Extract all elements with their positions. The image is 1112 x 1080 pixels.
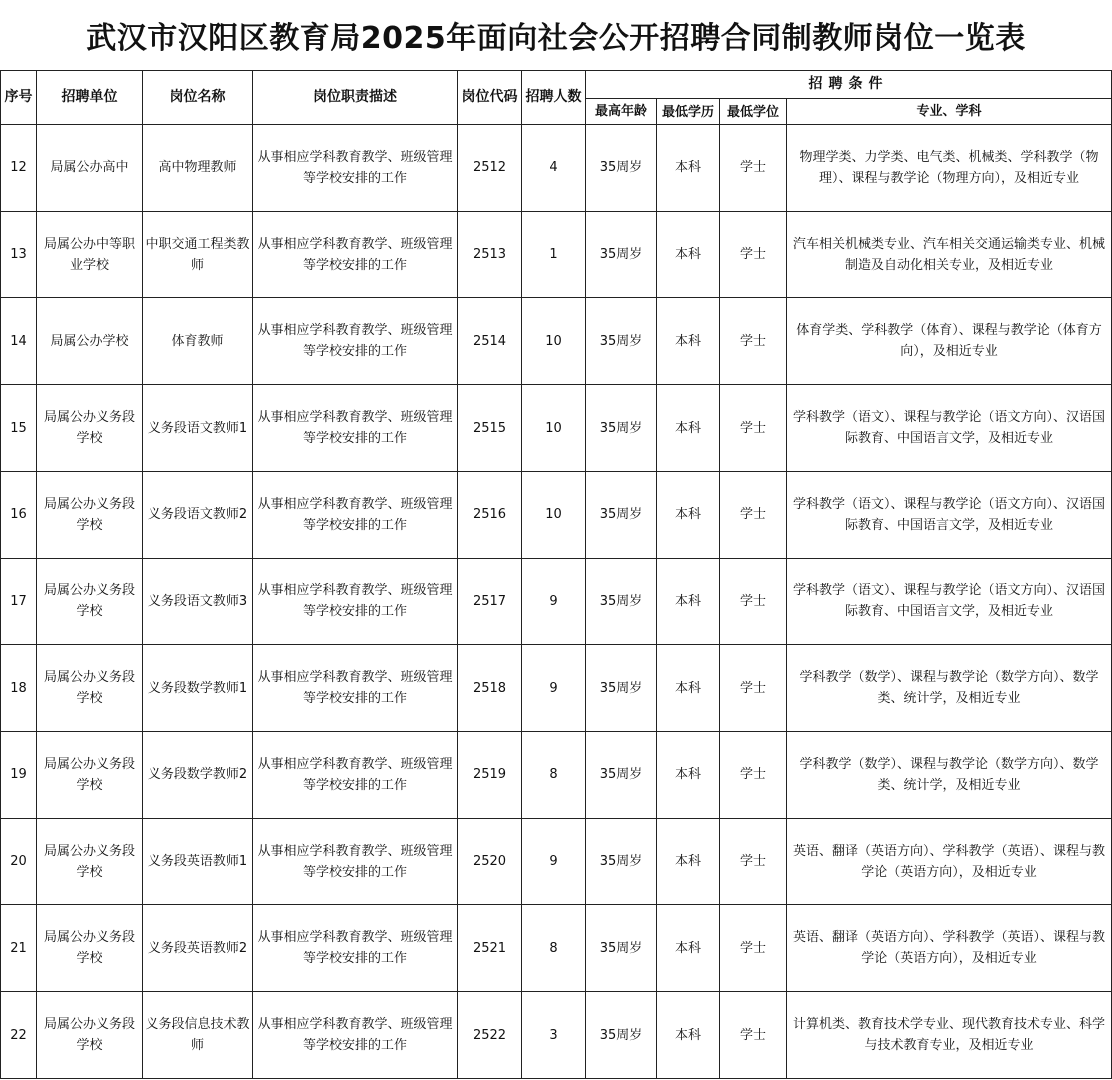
cell-min-education: 本科 — [657, 645, 720, 732]
cell-min-degree: 学士 — [720, 125, 787, 212]
cell-position: 义务段信息技术教师 — [143, 992, 253, 1079]
cell-max-age: 35周岁 — [586, 905, 657, 992]
cell-duty: 从事相应学科教育教学、班级管理等学校安排的工作 — [253, 298, 458, 385]
cell-major: 物理学类、力学类、电气类、机械类、学科教学（物理）、课程与教学论（物理方向），及相近专业 — [787, 125, 1112, 212]
cell-count: 9 — [522, 818, 586, 905]
cell-duty: 从事相应学科教育教学、班级管理等学校安排的工作 — [253, 645, 458, 732]
cell-seq: 15 — [1, 385, 37, 472]
cell-duty: 从事相应学科教育教学、班级管理等学校安排的工作 — [253, 558, 458, 645]
cell-max-age: 35周岁 — [586, 558, 657, 645]
header-min-education-text: 最低学历 — [661, 105, 714, 119]
cell-min-education: 本科 — [657, 211, 720, 298]
cell-min-degree: 学士 — [720, 992, 787, 1079]
cell-unit: 局属公办义务段学校 — [37, 385, 143, 472]
cell-position: 义务段语文教师1 — [143, 385, 253, 472]
cell-position: 义务段语文教师2 — [143, 471, 253, 558]
header-count: 招聘人数 — [522, 71, 586, 125]
cell-unit: 局属公办义务段学校 — [37, 992, 143, 1079]
cell-unit: 局属公办高中 — [37, 125, 143, 212]
cell-duty: 从事相应学科教育教学、班级管理等学校安排的工作 — [253, 992, 458, 1079]
cell-min-degree: 学士 — [720, 732, 787, 819]
cell-min-education: 本科 — [657, 298, 720, 385]
cell-position: 中职交通工程类教师 — [143, 211, 253, 298]
cell-position: 义务段数学教师2 — [143, 732, 253, 819]
cell-count: 9 — [522, 645, 586, 732]
cell-seq: 18 — [1, 645, 37, 732]
cell-max-age: 35周岁 — [586, 645, 657, 732]
cell-seq: 21 — [1, 905, 37, 992]
cell-min-degree: 学士 — [720, 905, 787, 992]
table-row — [1, 385, 1112, 472]
cell-duty: 从事相应学科教育教学、班级管理等学校安排的工作 — [253, 471, 458, 558]
table-row — [1, 211, 1112, 298]
cell-max-age: 35周岁 — [586, 732, 657, 819]
cell-duty: 从事相应学科教育教学、班级管理等学校安排的工作 — [253, 732, 458, 819]
cell-min-degree: 学士 — [720, 471, 787, 558]
cell-position: 义务段数学教师1 — [143, 645, 253, 732]
table-row — [1, 992, 1112, 1079]
cell-code: 2518 — [458, 645, 522, 732]
header-position: 岗位名称 — [143, 71, 253, 125]
cell-code: 2512 — [458, 125, 522, 212]
cell-position: 义务段英语教师2 — [143, 905, 253, 992]
cell-major: 学科教学（语文）、课程与教学论（语文方向）、汉语国际教育、中国语言文学，及相近专业 — [787, 558, 1112, 645]
cell-seq: 19 — [1, 732, 37, 819]
cell-code: 2520 — [458, 818, 522, 905]
cell-duty: 从事相应学科教育教学、班级管理等学校安排的工作 — [253, 385, 458, 472]
cell-major: 英语、翻译（英语方向）、学科教学（英语）、课程与教学论（英语方向），及相近专业 — [787, 905, 1112, 992]
cell-position: 高中物理教师 — [143, 125, 253, 212]
cell-seq: 14 — [1, 298, 37, 385]
cell-min-degree: 学士 — [720, 298, 787, 385]
cell-unit: 局属公办义务段学校 — [37, 818, 143, 905]
cell-major: 学科教学（数学）、课程与教学论（数学方向）、数学类、统计学，及相近专业 — [787, 732, 1112, 819]
header-unit: 招聘单位 — [37, 71, 143, 125]
cell-min-education: 本科 — [657, 992, 720, 1079]
table-row — [1, 125, 1112, 212]
cell-major: 英语、翻译（英语方向）、学科教学（英语）、课程与教学论（英语方向），及相近专业 — [787, 818, 1112, 905]
cell-seq: 16 — [1, 471, 37, 558]
cell-unit: 局属公办学校 — [37, 298, 143, 385]
cell-min-education: 本科 — [657, 558, 720, 645]
cell-duty: 从事相应学科教育教学、班级管理等学校安排的工作 — [253, 905, 458, 992]
cell-count: 8 — [522, 905, 586, 992]
cell-position: 义务段语文教师3 — [143, 558, 253, 645]
cell-duty: 从事相应学科教育教学、班级管理等学校安排的工作 — [253, 211, 458, 298]
cell-max-age: 35周岁 — [586, 992, 657, 1079]
cell-major: 汽车相关机械类专业、汽车相关交通运输类专业、机械制造及自动化相关专业，及相近专业 — [787, 211, 1112, 298]
header-min-education — [657, 99, 720, 125]
cell-seq: 13 — [1, 211, 37, 298]
table-row — [1, 558, 1112, 645]
table-body — [1, 125, 1112, 1079]
cell-unit: 局属公办中等职业学校 — [37, 211, 143, 298]
cell-unit: 局属公办义务段学校 — [37, 645, 143, 732]
cell-count: 10 — [522, 471, 586, 558]
table-row — [1, 298, 1112, 385]
cell-seq: 17 — [1, 558, 37, 645]
cell-max-age: 35周岁 — [586, 125, 657, 212]
cell-count: 3 — [522, 992, 586, 1079]
cell-count: 4 — [522, 125, 586, 212]
cell-min-degree: 学士 — [720, 385, 787, 472]
cell-max-age: 35周岁 — [586, 471, 657, 558]
cell-major: 学科教学（数学）、课程与教学论（数学方向）、数学类、统计学，及相近专业 — [787, 645, 1112, 732]
cell-min-education: 本科 — [657, 125, 720, 212]
recruitment-table — [0, 70, 1112, 1079]
table-row — [1, 818, 1112, 905]
cell-min-degree: 学士 — [720, 645, 787, 732]
cell-min-degree: 学士 — [720, 211, 787, 298]
cell-code: 2514 — [458, 298, 522, 385]
table-row — [1, 905, 1112, 992]
cell-max-age: 35周岁 — [586, 298, 657, 385]
page-title: 武汉市汉阳区教育局2025年面向社会公开招聘合同制教师岗位一览表 — [86, 21, 1026, 56]
cell-major: 学科教学（语文）、课程与教学论（语文方向）、汉语国际教育、中国语言文学，及相近专业 — [787, 471, 1112, 558]
cell-major: 体育学类、学科教学（体育）、课程与教学论（体育方向），及相近专业 — [787, 298, 1112, 385]
cell-duty: 从事相应学科教育教学、班级管理等学校安排的工作 — [253, 125, 458, 212]
cell-major: 学科教学（语文）、课程与教学论（语文方向）、汉语国际教育、中国语言文学，及相近专业 — [787, 385, 1112, 472]
cell-code: 2521 — [458, 905, 522, 992]
cell-min-education: 本科 — [657, 732, 720, 819]
header-min-degree-text: 最低学位 — [726, 105, 779, 119]
cell-min-degree: 学士 — [720, 558, 787, 645]
cell-major: 计算机类、教育技术学专业、现代教育技术专业、科学与技术教育专业，及相近专业 — [787, 992, 1112, 1079]
cell-count: 10 — [522, 298, 586, 385]
cell-unit: 局属公办义务段学校 — [37, 471, 143, 558]
cell-min-education: 本科 — [657, 471, 720, 558]
header-major: 专业、学科 — [787, 99, 1112, 125]
header-min-degree — [720, 99, 787, 125]
cell-code: 2516 — [458, 471, 522, 558]
header-seq: 序号 — [1, 71, 37, 125]
header-conditions: 招聘条件 — [586, 71, 1112, 99]
cell-position: 体育教师 — [143, 298, 253, 385]
cell-position: 义务段英语教师1 — [143, 818, 253, 905]
cell-max-age: 35周岁 — [586, 211, 657, 298]
cell-seq: 12 — [1, 125, 37, 212]
cell-unit: 局属公办义务段学校 — [37, 905, 143, 992]
cell-count: 1 — [522, 211, 586, 298]
header-code: 岗位代码 — [458, 71, 522, 125]
cell-code: 2517 — [458, 558, 522, 645]
header-duty: 岗位职责描述 — [253, 71, 458, 125]
cell-code: 2522 — [458, 992, 522, 1079]
table-header — [1, 71, 1112, 125]
table-row — [1, 471, 1112, 558]
cell-min-education: 本科 — [657, 385, 720, 472]
cell-seq: 20 — [1, 818, 37, 905]
cell-unit: 局属公办义务段学校 — [37, 732, 143, 819]
cell-count: 9 — [522, 558, 586, 645]
title-bar — [0, 0, 1112, 70]
cell-max-age: 35周岁 — [586, 818, 657, 905]
cell-min-degree: 学士 — [720, 818, 787, 905]
header-max-age: 最高年龄 — [586, 99, 657, 125]
cell-max-age: 35周岁 — [586, 385, 657, 472]
cell-unit: 局属公办义务段学校 — [37, 558, 143, 645]
cell-code: 2519 — [458, 732, 522, 819]
cell-count: 8 — [522, 732, 586, 819]
cell-count: 10 — [522, 385, 586, 472]
cell-min-education: 本科 — [657, 818, 720, 905]
cell-seq: 22 — [1, 992, 37, 1079]
cell-code: 2513 — [458, 211, 522, 298]
cell-code: 2515 — [458, 385, 522, 472]
table-row — [1, 645, 1112, 732]
cell-min-education: 本科 — [657, 905, 720, 992]
table-row — [1, 732, 1112, 819]
cell-duty: 从事相应学科教育教学、班级管理等学校安排的工作 — [253, 818, 458, 905]
